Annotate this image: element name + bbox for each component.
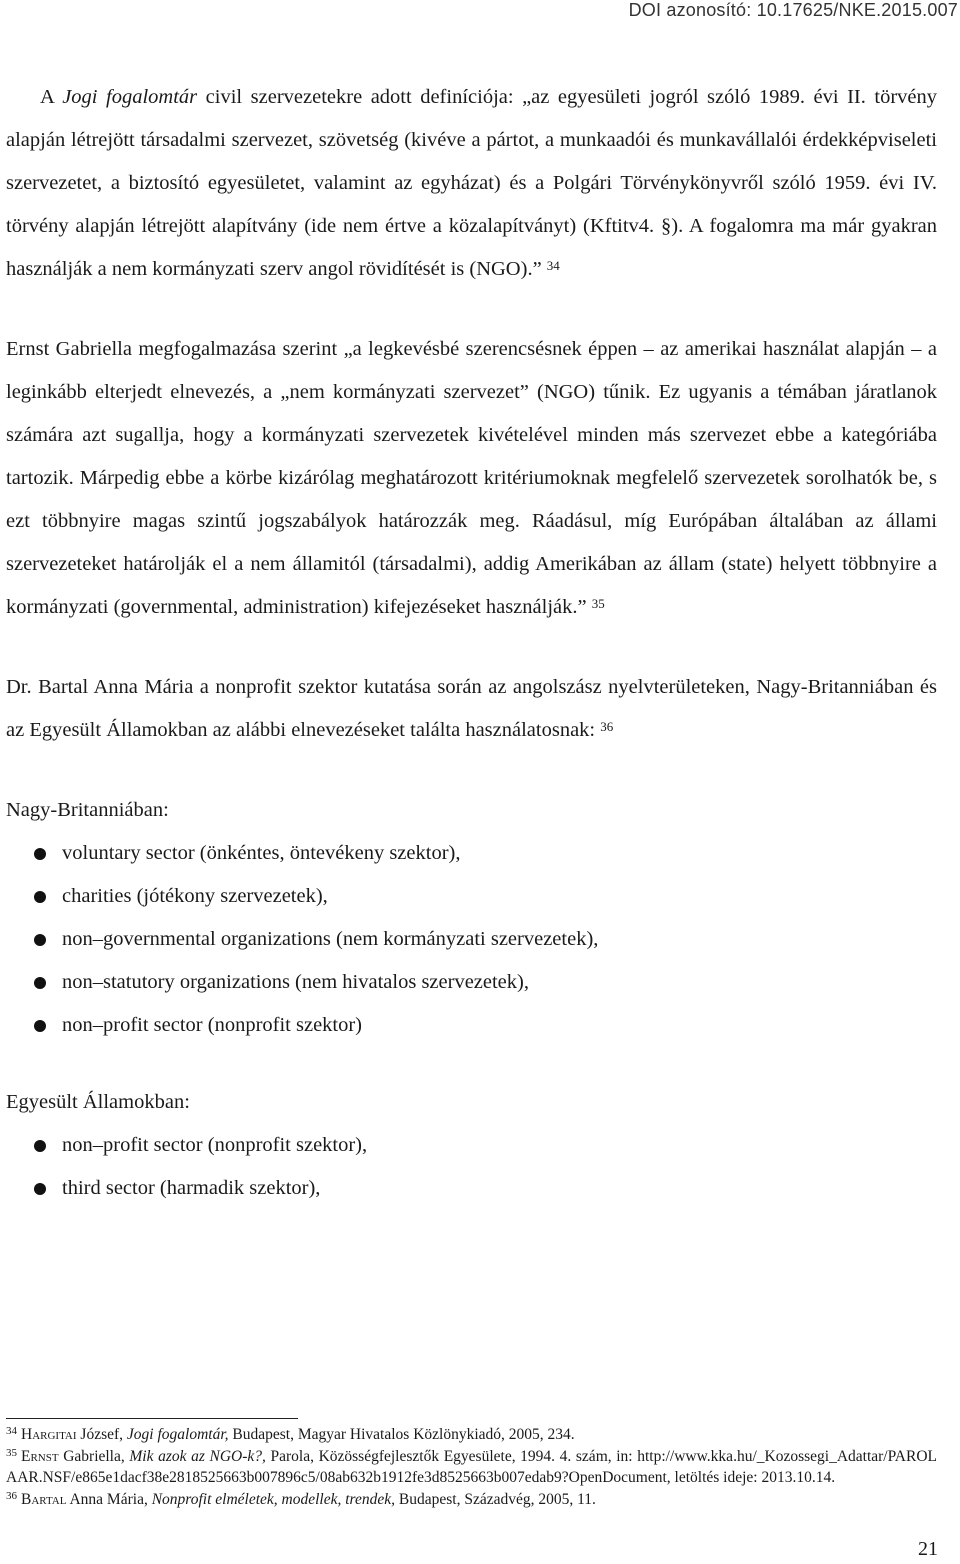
us-list [6,1124,937,1210]
list-item: non–profit sector (nonprofit szektor), [34,1124,937,1167]
bullet-icon [34,1020,46,1032]
list-item: third sector (harmadik szektor), [34,1167,937,1210]
list-item: charities (jótékony szervezetek), [34,875,937,918]
footnotes [6,1406,937,1510]
list-item: non–governmental organizations (nem kormányzati szervezetek), [34,918,937,961]
text-run: Ernst Gabriella megfogalmazása szerint „a legkevésbé szerencsésnek éppen – az amerikai használat alapján – a leginkább elterjedt elnevezés, a „nem kormányzati szervezet” (NGO) tűnik. Ez ugyanis a témában járatlanok számára azt sugallja, hogy a kormányzati szervezetek kivételével minden más szervezet ebbe a kategóriába tartozik. Márpedig ebbe a körbe kizárólag meghatározott kritériumoknak megfelelő szervezetek sorolhatók be, s ezt többnyire magas szintű jogszabályok határozzák meg. Ráadásul, míg Európában általában az állami szervezeteket határolják el a nem államitól (társadalmi), addig Amerikában az állam (state) helyett többnyire a kormányzati (governmental, administration) kifejezéseket használják.” [6,338,937,618]
text-run: A [40,86,63,108]
doi-header: DOI azonosító: 10.17625/NKE.2015.007 [628,0,958,20]
italic-title: Jogi fogalomtár [62,86,198,108]
bullet-icon [34,891,46,903]
list-item: voluntary sector (önkéntes, öntevékeny szektor), [34,832,937,875]
list-item: non–profit sector (nonprofit szektor) [34,1004,937,1047]
bullet-icon [34,1183,46,1195]
us-heading: Egyesült Államokban: [6,1091,190,1113]
uk-list [6,832,937,1047]
uk-heading: Nagy-Britanniában: [6,799,169,821]
text-run: civil szervezetekre adott definíciója: „az egyesületi jogról szóló 1989. évi II. törvény alapján létrejött társadalmi szervezet, szövetség (kivéve a pártot, a munkaadói és munkavállalói érdekképviseleti szervezetet, a biztosító egyesületet, valamint az egyházat) és a Polgári Törvénykönyvről szóló 1959. évi IV. törvény alapján létrejött alapítvány (ide nem értve a közalapítványt) (Kftitv4. §). A fogalomra ma már gyakran használják a nem kormányzati szerv angol rövidítését is (NGO).” [6,86,937,280]
bullet-icon [34,977,46,989]
paragraph-ernst [6,328,937,629]
page-body [6,76,937,1210]
text-run: Dr. Bartal Anna Mária a nonprofit szektor kutatása során az angolszász nyelvterületeken, Nagy-Britanniában és az Egyesült Államokban az alábbi elnevezéseket találta használatosnak: [6,676,937,741]
footnote-ref-34[interactable]: 34 [546,258,560,273]
paragraph-definition [6,76,937,291]
list-item: non–statutory organizations (nem hivatalos szervezetek), [34,961,937,1004]
footnote-34: $^{34}$ Hargitai József, Jogi fogalomtár, Budapest, Magyar Hivatalos Közlönykiadó, 2005, 234. [6,1425,575,1443]
bullet-icon [34,848,46,860]
footnote-36: $^{36}$ Bartal Anna Mária, Nonprofit elméletek, modellek, trendek, Budapest, Századvég, 2005, 11. [6,1489,596,1508]
footnote-35: $^{35}$ Ernst Gabriella, Mik azok az NGO-k?, Parola, Közösségfejlesztők Egyesülete, 1994. 4. szám, in: http://www.kka.hu/_Kozossegi_Adattar/PAROLAAR.NSF/e865e1dacf38e2818525663b007896c5/08ab632b1912fe3d8525663b007edab9?OpenDocument, letöltés ideje: 2013.10.14. [6,1446,937,1486]
footnote-ref-36[interactable]: 36 [600,719,614,734]
footnote-ref-35[interactable]: 35 [591,596,605,611]
paragraph-bartal [6,666,937,752]
bullet-icon [34,934,46,946]
page-number: 21 [918,1538,938,1560]
bullet-icon [34,1140,46,1152]
